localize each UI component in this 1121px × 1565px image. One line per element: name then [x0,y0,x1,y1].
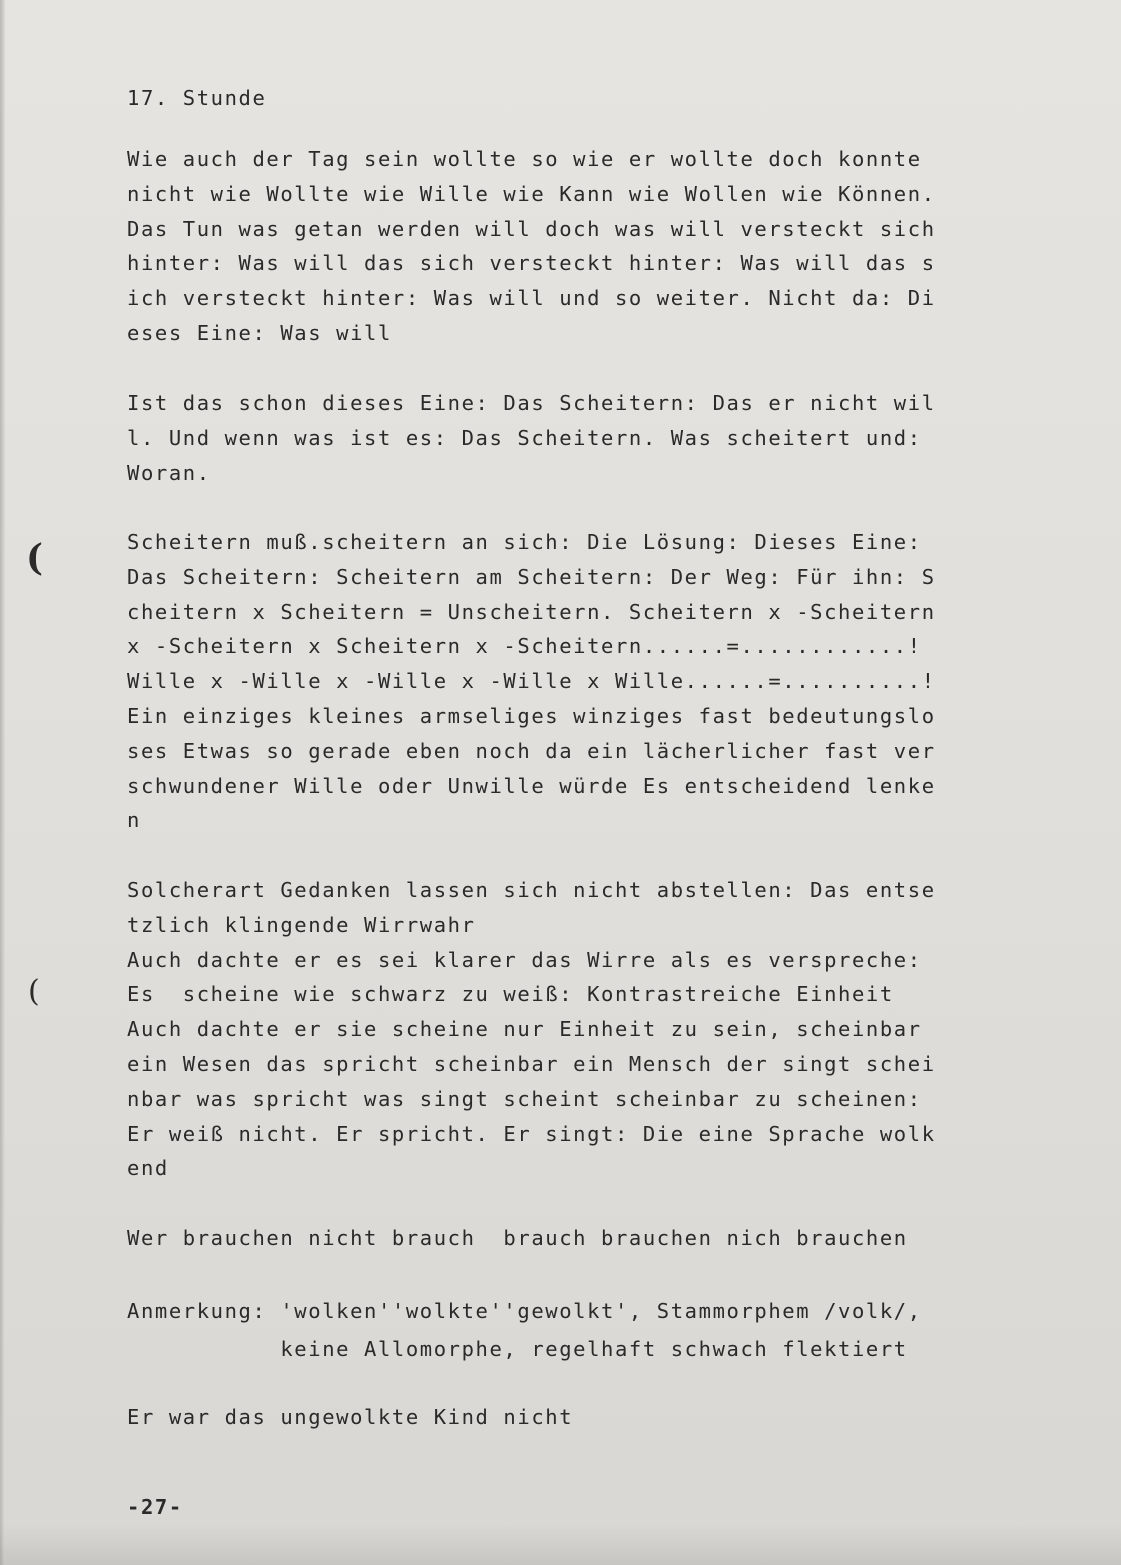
paragraph-1: Wie auch der Tag sein wollte so wie er wollte doch konnte nicht wie Wollte wie Wille wie Kann wie Wollen wie Können. Das Tun was getan werden will doch was will versteckt sich hinter: Was will das sich versteckt hinter: Was will das s ich versteckt hinter: Was will und so weiter. Nicht da: Di eses Eine: Was will [127,147,936,345]
annotation-note: Anmerkung: 'wolken''wolkte''gewolkt', Stammorphem /volk/, keine Allomorphe, regelhaft schwach flektiert [127,1299,922,1361]
page-heading: 17. Stunde [127,86,267,110]
page-number: -27- [127,1495,183,1519]
page-left-edge [0,0,5,1565]
margin-mark-1: ( [26,537,44,579]
paragraph-3: Scheitern muß.scheitern an sich: Die Lösung: Dieses Eine: Das Scheitern: Scheitern am Scheitern: Der Weg: Für ihn: S cheitern x Scheitern = Unscheitern. Scheitern x -Scheitern x -Scheitern x Scheitern x -Scheitern......=............! Wille x -Wille x -Wille x -Wille x Wille......=..........! Ein einziges kleines armseliges winziges fast bedeutungslo ses Etwas so gerade eben noch da ein lächerlicher fast ver schwundener Wille oder Unwille würde Es entscheidend lenke n [127,530,936,833]
margin-mark-2: ( [28,974,40,1009]
paragraph-4: Solcherart Gedanken lassen sich nicht abstellen: Das entse tzlich klingende Wirrwahr Auch dachte er es sei klarer das Wirre als es verspreche: Es scheine wie schwarz zu weiß: Kontrastreiche Einheit Auch dachte er sie scheine nur Einheit zu sein, scheinbar ein Wesen das spricht scheinbar ein Mensch der singt schei nbar was spricht was singt scheint scheinbar zu scheinen: Er weiß nicht. Er spricht. Er singt: Die eine Sprache wolk end [127,878,936,1181]
paragraph-5: Wer brauchen nicht brauch brauch brauchen nich brauchen [127,1226,908,1250]
paragraph-2: Ist das schon dieses Eine: Das Scheitern: Das er nicht wil l. Und wenn was ist es: Das Scheitern. Was scheitert und: Woran. [127,391,936,485]
page-bottom-shadow [0,1525,1121,1565]
final-line: Er war das ungewolkte Kind nicht [127,1405,574,1429]
